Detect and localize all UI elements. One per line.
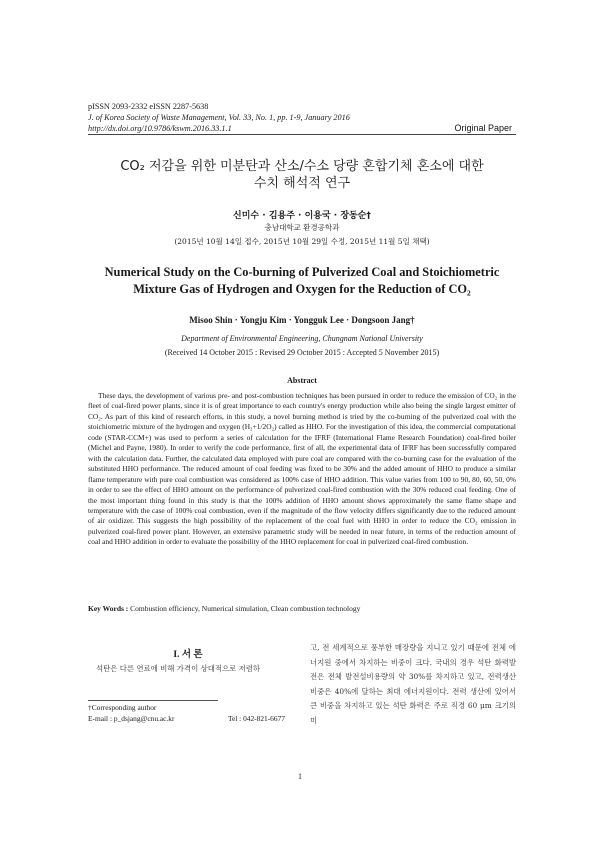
section-heading: I. 서 론 — [173, 650, 203, 660]
keywords — [88, 604, 516, 613]
footnote-corresponding: †Corresponding author — [88, 703, 157, 712]
english-title-line2: Mixture Gas of Hydrogen and Oxygen for the Reduction of CO₂ — [133, 282, 471, 296]
article-type: Original Paper — [454, 123, 512, 133]
journal-header — [88, 101, 350, 134]
english-affiliation: Department of Environmental Engineering, Chungnam National University — [181, 334, 423, 343]
keywords-label: Key Words : — [88, 604, 129, 613]
footnote-rule — [88, 700, 218, 701]
journal-citation: J. of Korea Society of Waste Management, Vol. 33, No. 1, pp. 1-9, January 2016 — [88, 113, 350, 122]
english-authors: Misoo Shin · Yongju Kim · Yongguk Lee · Dongsoon Jang† — [189, 315, 415, 325]
korean-title-line1: CO₂ 저감을 위한 미분탄과 산소/수소 당량 혼합기체 혼소에 대한 — [120, 159, 484, 174]
body-right-column: 고, 전 세계적으로 풍부한 매장량을 지니고 있기 때문에 전체 에너지원 중에서 차지하는 비중이 크다. 국내의 경우 석탄 화력발전은 전체 발전설비용량의 약 30%를 차지하고 있고, 전력생산 비중은 40%에 달하는 최대 에너지원이다. 전력 생산에 있어서 큰 비중을 차지하고 있는 석탄 화력은 주로 직경 60 μm 크기의 미 — [310, 643, 516, 725]
body-left-column: 석탄은 다른 연료에 비해 가격이 상대적으로 저렴하 — [96, 664, 261, 673]
doi-link[interactable]: http://dx.doi.org/10.9786/kswm.2016.33.1.1 — [88, 124, 232, 133]
footnote-tel: Tel : 042-821-6677 — [228, 714, 285, 723]
page-number: 1 — [298, 772, 302, 781]
english-dates: (Received 14 October 2015 : Revised 29 October 2015 : Accepted 5 November 2015) — [164, 348, 440, 357]
korean-title-line2: 수치 해석적 연구 — [253, 176, 351, 191]
korean-title — [88, 158, 516, 192]
korean-authors: 신미수 · 김용주 · 이용국 · 장동순† — [233, 211, 371, 221]
abstract-heading: Abstract — [287, 376, 317, 385]
korean-affiliation: 충남대학교 환경공학과 — [264, 223, 340, 232]
footnote-email: E-mail : p_dsjang@cnu.ac.kr — [88, 714, 175, 723]
korean-dates: (2015년 10월 14일 접수, 2015년 10월 29일 수정, 2015년 11월 5일 채택) — [174, 237, 430, 246]
header-rule — [88, 134, 516, 135]
keywords-list: Combustion efficiency, Numerical simulation, Clean combustion technology — [128, 604, 361, 613]
issn: pISSN 2093-2332 eISSN 2287-5638 — [88, 102, 209, 111]
english-title — [88, 264, 516, 298]
abstract-text: These days, the development of various pre- and post-combustion techniques has been pursued in order to reduce the emission of CO₂ in the fleet of coal-fired power plants, since it is of great importance to each country's energy production while also being the single largest emitter of CO₂. As part of this kind of research efforts, in this study, a novel burning method is tried by the co-burning of the pulverized coal with the stoichiometric mixture of the hydrogen and oxygen (H₂+1/2O₂) called as HHO. For the investigation of this idea, the commercial computational code (STAR-CCM+) was used to perform a series of calculation for the IFRF (International Flame Research Foundation) coal-fired boiler (Michel and Payne, 1980). In order to verify the code performance, first of all, the experimental data of IFRF has been successfully compared with the calculation data. Further, the calculated data employed with pure coal are compared with the co-burning case for the evaluation of the substituted HHO performance. The reduced amount of coal feeding was fixed to be 30% and the added amount of HHO to produce a similar flame temperature with pure coal combustion was considered as 100% case of HHO addition. This value varies from 100 to 90, 80, 60, 50, 0% in order to see the effect of HHO amount on the performance of pulverized coal-fired combustion with the 30% reduced coal feeding. One of the most important thing found in this study is that the 100% addition of HHO amount shows approximately the same flame shape and temperature with the case of 100% coal combustion, even if the magnitude of the flow velocity differs significantly due to the reduced amount of air oxidizer. This suggests the high possibility of the replacement of the coal fuel with HHO in order to reduce the CO₂ emission in pulverized coal-fired power plant. However, an extensive parametric study will be needed in near future, in terms of the reduction amount of coal and HHO addition in order to evaluate the possibility of the HHO replacement for coal in pulverized coal-fired combustion. — [88, 391, 516, 547]
english-title-line1: Numerical Study on the Co-burning of Pulverized Coal and Stoichiometric — [104, 265, 500, 279]
